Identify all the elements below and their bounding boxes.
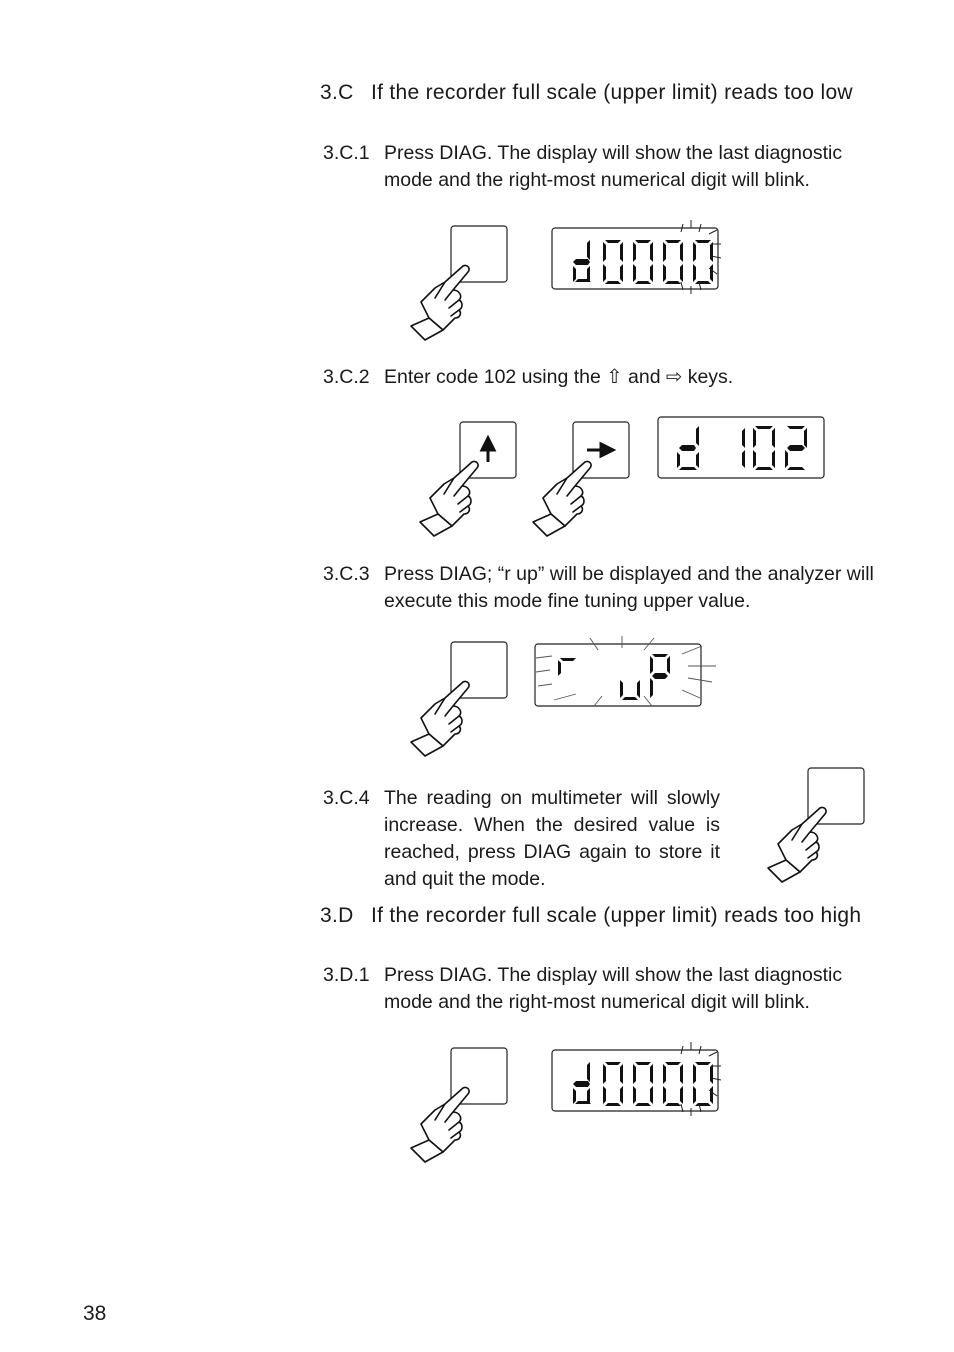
step-3c4 [323,785,723,893]
lcd-display-3c1 [551,220,723,294]
section-3d-heading [320,902,866,956]
step-text: Enter code 102 using the ⇧ and ⇨ keys. [384,366,734,388]
section-number: 3.D [320,904,354,927]
lcd-frame [535,644,701,706]
lcd-display-3c3 [532,636,722,712]
figure-3c2-up-key [414,418,524,540]
lcd-display-3d1 [551,1042,723,1116]
section-number: 3.C [320,81,354,104]
figure-3d1-diag-key [405,1044,515,1166]
step-text: Press DIAG. The display will show the last diagnostic mode and the right-most numerical digit will blink. [384,142,843,191]
step-number: 3.C.1 [323,142,370,164]
step-number: 3.C.4 [323,787,370,809]
step-text: Press DIAG. The display will show the last diagnostic mode and the right-most numerical digit will blink. [384,964,843,1013]
figure-3c3-diag-key [405,638,515,760]
lcd-display-3c2 [657,416,827,480]
figure-3c1-diag-key [405,222,515,344]
step-3c1 [323,140,875,194]
step-3c2 [323,364,875,391]
step-number: 3.D.1 [323,964,370,986]
page-number: 38 [83,1302,107,1325]
section-title: If the recorder full scale (upper limit) reads too low [371,81,853,104]
section-3c-heading [320,79,866,133]
section-title: If the recorder full scale (upper limit) reads too high [371,904,862,927]
step-number: 3.C.2 [323,366,370,388]
figure-3c2-right-key [527,418,637,540]
step-text: Press DIAG; “r up” will be displayed and the analyzer will execute this mode fine tuning upper value. [384,563,874,612]
figure-3c4-diag-key [762,764,872,886]
step-number: 3.C.3 [323,563,370,585]
step-3c3 [323,561,875,615]
step-text: The reading on multimeter will slowly increase. When the desired value is reached, press DIAG again to store it and quit the mode. [384,787,720,890]
step-3d1 [323,962,875,1016]
